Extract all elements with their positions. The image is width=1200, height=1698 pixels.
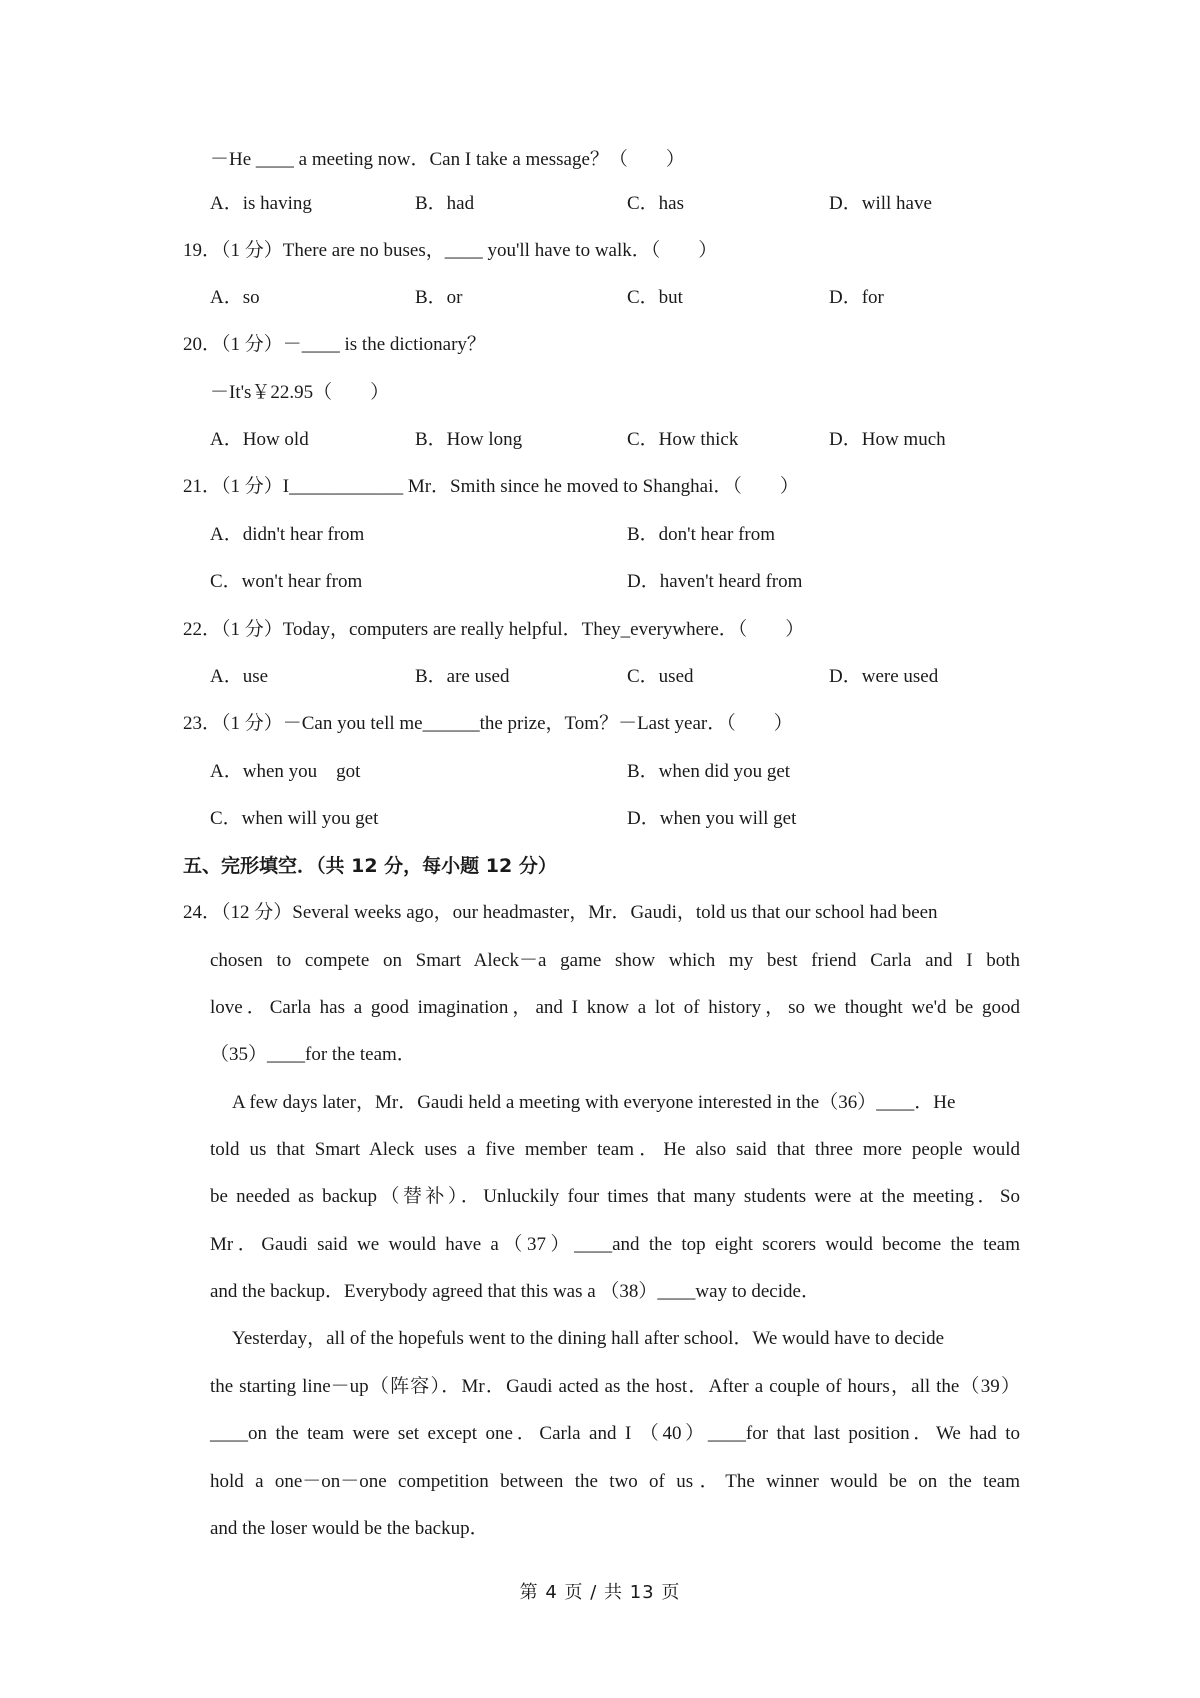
- q24-line-10: Yesterday，all of the hopefuls went to the dining hall after school．We would have to decide: [232, 1328, 945, 1349]
- q18-option-d: D．will have: [829, 193, 932, 214]
- q21-stem: 21．（1 分）I____________ Mr．Smith since he moved to Shanghai．（ ）: [183, 476, 799, 497]
- q22-stem: 22．（1 分）Today，computers are really helpful．They_everywhere．（ ）: [183, 619, 805, 640]
- q24-line-9: and the backup．Everybody agreed that this was a （38）____way to decide．: [210, 1281, 820, 1302]
- q22-option-c: C．used: [627, 666, 694, 687]
- q18-option-c: C．has: [627, 193, 685, 214]
- q18-reply: －He ____ a meeting now．Can I take a message？（ ）: [210, 149, 685, 170]
- q20-option-d: D．How much: [829, 429, 946, 450]
- q20-option-b: B．How long: [415, 429, 523, 450]
- q20-reply: －It's￥22.95（ ）: [210, 382, 390, 403]
- q22-option-b: B．are used: [415, 666, 510, 687]
- q24-line-14: and the loser would be the backup．: [210, 1518, 489, 1539]
- q24-line-1: 24．（12 分）Several weeks ago，our headmaster，Mr．Gaudi，told us that our school had been: [183, 902, 938, 923]
- q23-option-a: A．when you got: [210, 761, 361, 782]
- q24-line-2: chosen to compete on Smart Aleck－a game show which my best friend Carla and I both: [210, 950, 1020, 971]
- q21-option-b: B．don't hear from: [627, 524, 776, 545]
- q24-line-8: Mr．Gaudi said we would have a（37）____and the top eight scorers would become the team: [210, 1234, 1020, 1255]
- q20-option-a: A．How old: [210, 429, 309, 450]
- q23-stem: 23．（1 分）－Can you tell me______the prize，Tom？－Last year．（ ）: [183, 713, 793, 734]
- q24-line-3: love．Carla has a good imagination，and I know a lot of history，so we thought we'd be good: [210, 997, 1020, 1018]
- q19-option-a: A．so: [210, 287, 260, 308]
- q21-option-a: A．didn't hear from: [210, 524, 365, 545]
- q19-option-b: B．or: [415, 287, 463, 308]
- q22-option-a: A．use: [210, 666, 269, 687]
- q24-line-4: （35）____for the team．: [210, 1044, 416, 1065]
- q24-line-13: hold a one－on－one competition between the two of us．The winner would be on the team: [210, 1471, 1020, 1492]
- q21-option-d: D．haven't heard from: [627, 571, 803, 592]
- q22-option-d: D．were used: [829, 666, 939, 687]
- section-heading: 五、完形填空．（共 12 分，每小题 12 分）: [183, 855, 557, 877]
- q18-option-b: B．had: [415, 193, 475, 214]
- q23-option-b: B．when did you get: [627, 761, 791, 782]
- q24-line-5: A few days later，Mr．Gaudi held a meeting with everyone interested in the（36）____．He: [232, 1092, 956, 1113]
- q20-option-c: C．How thick: [627, 429, 739, 450]
- q23-option-d: D．when you will get: [627, 808, 797, 829]
- q24-line-6: told us that Smart Aleck uses a five member team．He also said that three more people would: [210, 1139, 1020, 1160]
- q19-stem: 19．（1 分）There are no buses，____ you'll have to walk．（ ）: [183, 240, 718, 261]
- q24-line-12: ____on the team were set except one．Carla and I （40）____for that last position．We had to: [210, 1423, 1020, 1444]
- q24-line-11: the starting line－up（阵容）．Mr．Gaudi acted as the host．After a couple of hours，all the（39）: [210, 1376, 1020, 1397]
- q19-option-c: C．but: [627, 287, 683, 308]
- q23-option-c: C．when will you get: [210, 808, 379, 829]
- q21-option-c: C．won't hear from: [210, 571, 363, 592]
- q19-option-d: D．for: [829, 287, 884, 308]
- q20-stem: 20．（1 分）－____ is the dictionary？: [183, 334, 486, 355]
- q18-option-a: A．is having: [210, 193, 312, 214]
- q24-line-7: be needed as backup（替补）．Unluckily four times that many students were at the meeting．So: [210, 1186, 1020, 1207]
- page-footer: 第 4 页 / 共 13 页: [519, 1582, 681, 1603]
